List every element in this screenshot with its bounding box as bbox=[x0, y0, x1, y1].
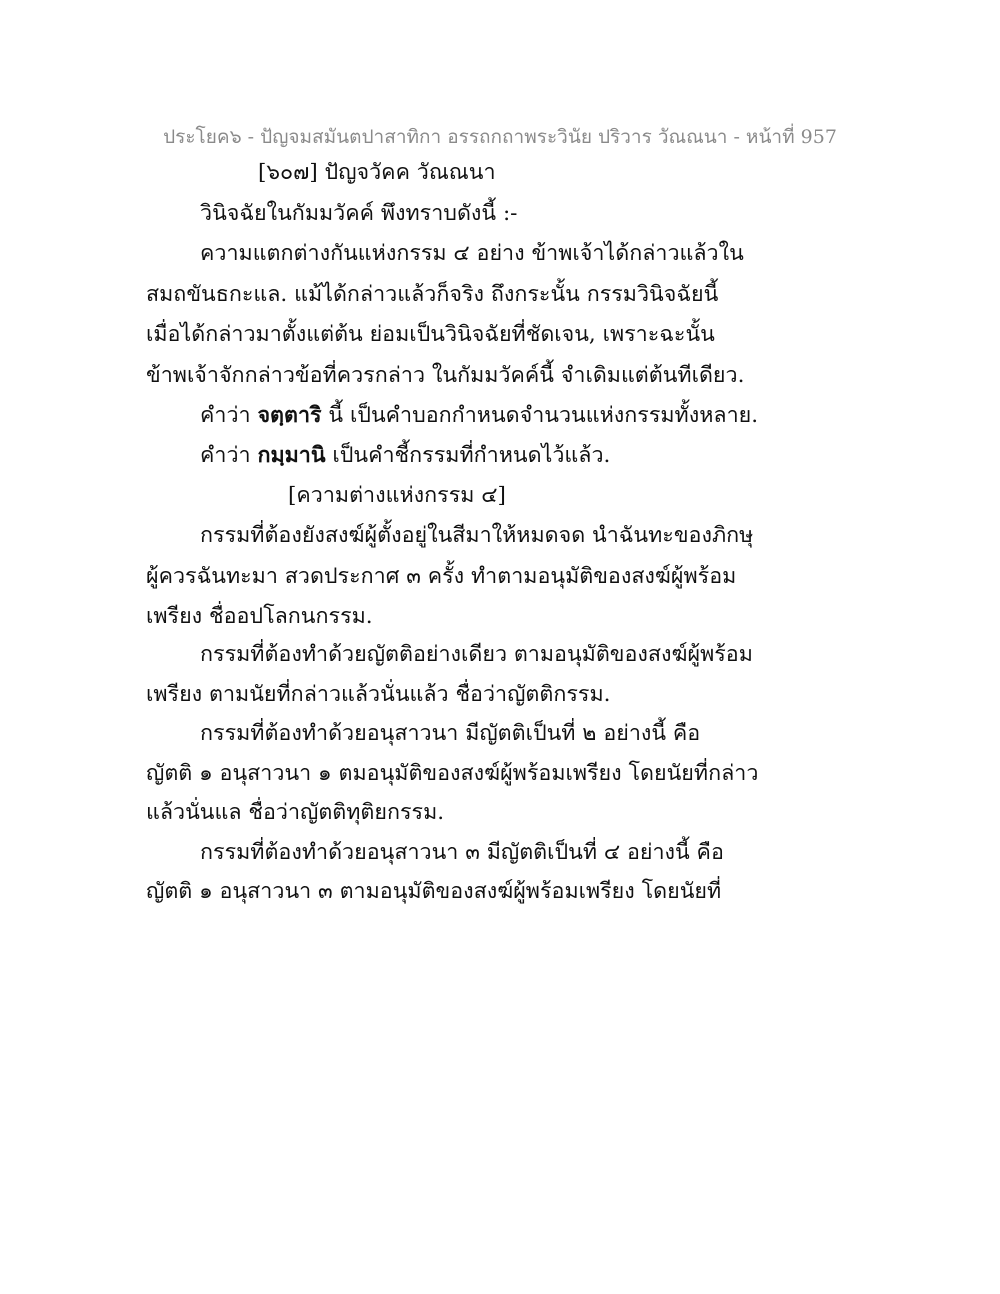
para3-suffix: เป็นคำชี้กรรมที่กำหนดไว้แล้ว. bbox=[325, 443, 611, 468]
intro-line: วินิจฉัยในกัมมวัคค์ พึงทราบดังนี้ :- bbox=[200, 201, 518, 226]
subheading: [ความต่างแห่งกรรม ๔] bbox=[288, 483, 506, 508]
para7-line2: ญัตติ ๑ อนุสาวนา ๓ ตามอนุมัติของสงฆ์ผู้พร้อมเพรียง โดยนัยที่ bbox=[146, 879, 722, 904]
para4-line3: เพรียง ชื่ออปโลกนกรรม. bbox=[146, 604, 373, 629]
para3-line bbox=[200, 441, 610, 471]
para3-term: กมฺมานิ bbox=[257, 443, 326, 468]
para2-line bbox=[200, 401, 758, 431]
para6-line2: ญัตติ ๑ อนุสาวนา ๑ ตมอนุมัติของสงฆ์ผู้พร้อมเพรียง โดยนัยที่กล่าว bbox=[146, 761, 759, 786]
para4-line1: กรรมที่ต้องยังสงฆ์ผู้ตั้งอยู่ในสีมาให้หมดจด นำฉันทะของภิกษุ bbox=[200, 523, 754, 548]
page-header: ประโยค๖ - ปัญจมสมันตปาสาทิกา อรรถกถาพระวินัย ปริวาร วัณณนา - หน้าที่ 957 bbox=[163, 126, 837, 148]
para1-line1: ความแตกต่างกันแห่งกรรม ๔ อย่าง ข้าพเจ้าได้กล่าวแล้วใน bbox=[200, 241, 744, 266]
section-heading: [๖๐๗] ปัญจวัคค วัณณนา bbox=[258, 160, 496, 185]
para4-line2: ผู้ควรฉันทะมา สวดประกาศ ๓ ครั้ง ทำตามอนุมัติของสงฆ์ผู้พร้อม bbox=[146, 564, 737, 589]
para6-line1: กรรมที่ต้องทำด้วยอนุสาวนา มีญัตติเป็นที่ ๒ อย่างนี้ คือ bbox=[200, 721, 701, 746]
para1-line3: เมื่อได้กล่าวมาตั้งแต่ต้น ย่อมเป็นวินิจฉัยที่ชัดเจน, เพราะฉะนั้น bbox=[146, 322, 715, 347]
para3-prefix: คำว่า bbox=[200, 443, 258, 468]
para2-prefix: คำว่า bbox=[200, 403, 258, 428]
para5-line2: เพรียง ตามนัยที่กล่าวแล้วนั่นแล้ว ชื่อว่าญัตติกรรม. bbox=[146, 682, 611, 707]
para1-line2: สมถขันธกะแล. แม้ได้กล่าวแล้วก็จริง ถึงกระนั้น กรรมวินิจฉัยนี้ bbox=[146, 282, 719, 307]
para7-line1: กรรมที่ต้องทำด้วยอนุสาวนา ๓ มีญัตติเป็นที่ ๔ อย่างนี้ คือ bbox=[200, 840, 724, 865]
para6-line3: แล้วนั่นแล ชื่อว่าญัตติทุติยกรรม. bbox=[146, 800, 445, 825]
para2-suffix: นี้ เป็นคำบอกกำหนดจำนวนแห่งกรรมทั้งหลาย. bbox=[321, 403, 759, 428]
para1-line4: ข้าพเจ้าจักกล่าวข้อที่ควรกล่าว ในกัมมวัคค์นี้ จำเดิมแต่ต้นทีเดียว. bbox=[146, 363, 745, 388]
para2-term: จตฺตาริ bbox=[257, 403, 322, 428]
para5-line1: กรรมที่ต้องทำด้วยญัตติอย่างเดียว ตามอนุมัติของสงฆ์ผู้พร้อม bbox=[200, 642, 753, 667]
